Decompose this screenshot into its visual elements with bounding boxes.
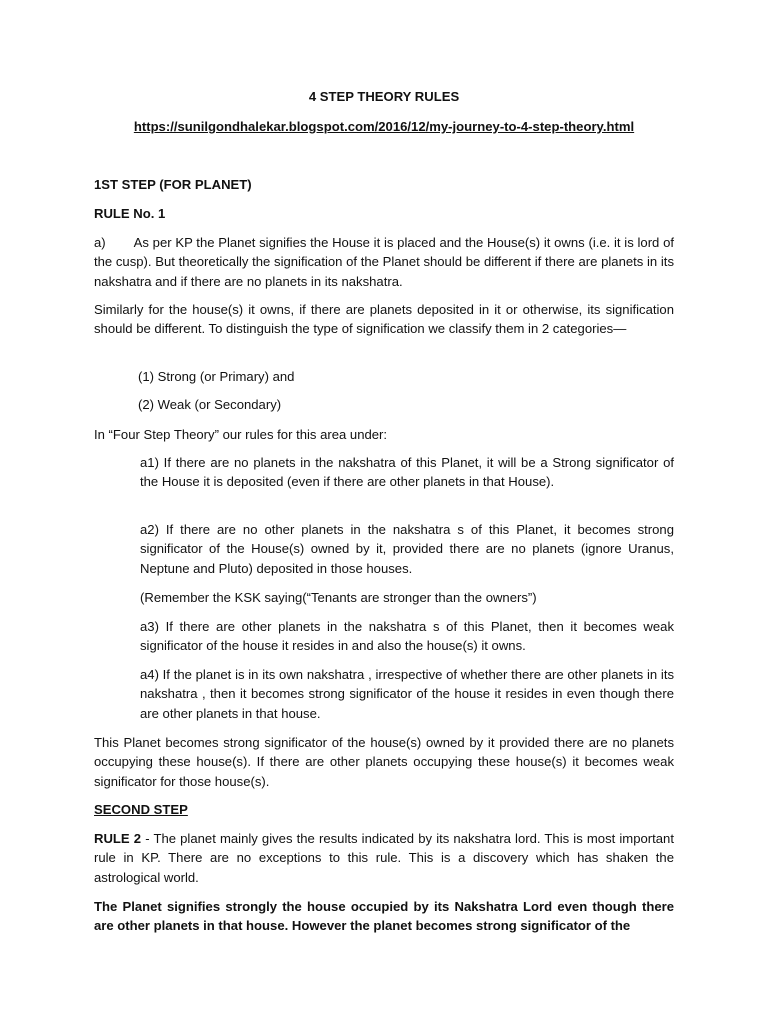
paragraph-a-label: a): [94, 235, 106, 250]
document-title: 4 STEP THEORY RULES: [308, 89, 460, 104]
rules-intro: In “Four Step Theory” our rules for this area under:: [94, 427, 388, 442]
rule-a4: a4) If the planet is in its own nakshatra , irrespective of whether there are other planets in its nakshatra , then it becomes strong significator of the house it resides in even though there are other planets in that house.: [140, 667, 674, 721]
final-bold-paragraph: The Planet signifies strongly the house occupied by its Nakshatra Lord even though there are other planets in that house. However the planet becomes strong significator of the: [94, 899, 674, 934]
paragraph-a-text: As per KP the Planet signifies the House it is placed and the House(s) it owns (i.e. it is lord of the cusp). But theoretically the signification of the Planet should be different if there are planets in its nakshatra and if there are no planets in its nakshatra.: [94, 235, 674, 289]
paragraph-similarly: Similarly for the house(s) it owns, if there are planets deposited in it or otherwise, its signification should be different. To distinguish the type of signification we classify them in 2 categories—: [94, 302, 674, 337]
ksk-saying: (Remember the KSK saying(“Tenants are stronger than the owners”): [140, 590, 537, 605]
paragraph-a: [94, 233, 674, 291]
rule-a2: a2) If there are no other planets in the nakshatra s of this Planet, it becomes strong significator of the House(s) owned by it, provided there are no planets (ignore Uranus, Neptune and Pluto) deposited in those houses.: [140, 522, 674, 576]
rule2-label: RULE 2: [94, 831, 142, 846]
rule-a3: a3) If there are other planets in the nakshatra s of this Planet, then it becomes weak significator of the house it resides in and also the house(s) it owns.: [140, 619, 674, 654]
paragraph-this-planet: This Planet becomes strong significator of the house(s) owned by it provided there are no planets occupying these house(s). If there are other planets occupying these house(s) it becomes weak significator for those house(s).: [94, 735, 674, 789]
source-link[interactable]: https://sunilgondhalekar.blogspot.com/2016/12/my-journey-to-4-step-theory.html: [133, 119, 635, 134]
rule1-heading: RULE No. 1: [94, 206, 166, 221]
step2-heading: SECOND STEP: [94, 802, 188, 817]
rule-a1: a1) If there are no planets in the nakshatra of this Planet, it will be a Strong significator of the House it is deposited (even if there are other planets in that House).: [140, 455, 674, 490]
category-strong: (1) Strong (or Primary) and: [138, 369, 295, 384]
rule2-paragraph: [94, 829, 674, 887]
category-weak: (2) Weak (or Secondary): [138, 397, 282, 412]
rule2-text: - The planet mainly gives the results indicated by its nakshatra lord. This is most important rule in KP. There are no exceptions to this rule. This is a discovery which has shaken the astrological world.: [94, 831, 674, 885]
step1-heading: 1ST STEP (FOR PLANET): [94, 177, 252, 192]
